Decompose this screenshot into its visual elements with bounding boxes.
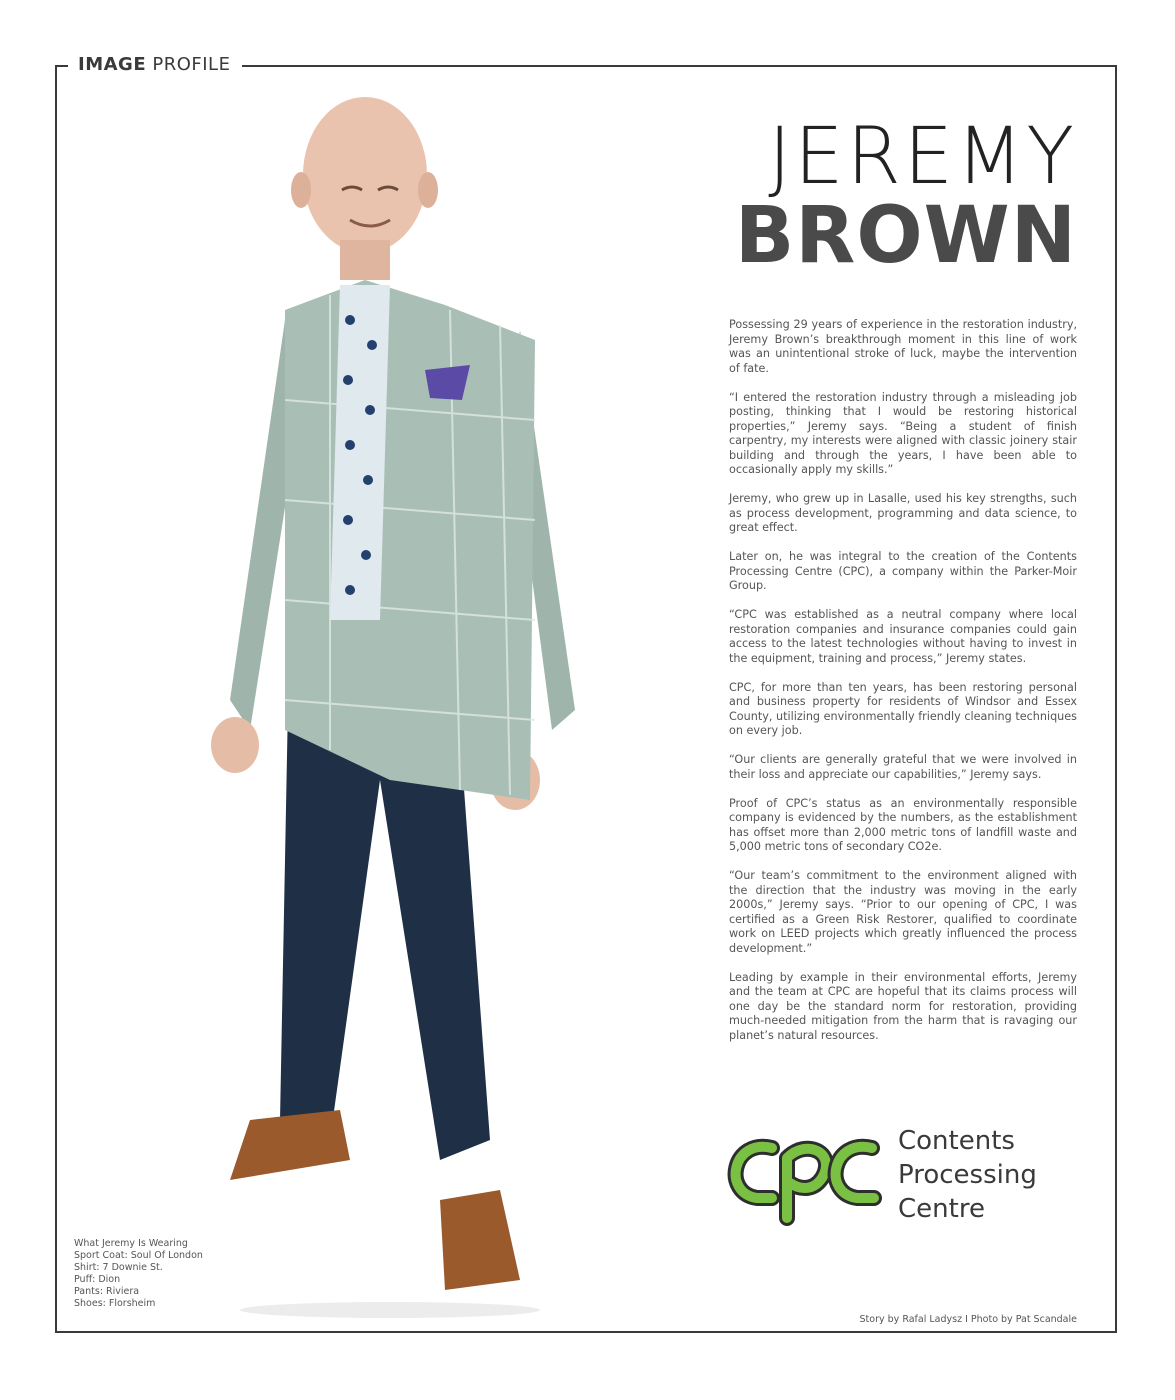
logo-line: Processing — [898, 1160, 1037, 1190]
article-paragraph: “I entered the restoration industry through a misleading job posting, thinking that I would be restoring historical properties,” Jeremy says. “Being a student of finish carpentry, my interests were aligned with classic joinery stair building and through the years, I have been able to occasionally apply my skills.” — [729, 390, 1077, 476]
title-first-name: JEREMY — [768, 112, 1077, 202]
article-paragraph: Leading by example in their environmental efforts, Jeremy and the team at CPC are hopeful that its claims process will one day be the standard norm for restoration, providing much-needed mitigation from the harm that is ravaging our planet’s natural resources. — [729, 970, 1077, 1042]
section-label-bold: IMAGE — [78, 54, 147, 75]
article-paragraph: “CPC was established as a neutral company where local restoration companies and insurance companies could gain access to the latest technologies without having to invest in the equipment, training and process,” Jeremy states. — [729, 608, 1077, 665]
article-body — [729, 318, 1077, 1058]
logo-line: Centre — [898, 1194, 985, 1224]
article-paragraph: Proof of CPC’s status as an environmentally responsible company is evidenced by the numbers, as the establishment has offset more than 2,000 metric tons of landfill waste and 5,000 metric tons of secondary CO2e. — [729, 796, 1077, 853]
portrait-photo — [190, 80, 600, 1320]
wardrobe-item: Puff: Dion — [74, 1274, 121, 1285]
article-paragraph: Possessing 29 years of experience in the restoration industry, Jeremy Brown’s breakthrough moment in this line of work was an unintentional stroke of luck, maybe the intervention of fate. — [729, 318, 1077, 375]
section-label-light: PROFILE — [152, 54, 231, 75]
logo-line: Contents — [898, 1126, 1015, 1156]
article-paragraph: Later on, he was integral to the creation of the Contents Processing Centre (CPC), a company within the Parker-Moir Group. — [729, 550, 1077, 592]
wardrobe-item: Sport Coat: Soul Of London — [74, 1250, 203, 1261]
wardrobe-item: Pants: Riviera — [74, 1286, 140, 1297]
article-paragraph: CPC, for more than ten years, has been restoring personal and business property for residents of Windsor and Essex County, utilizing environmentally friendly cleaning techniques on every job. — [729, 680, 1077, 737]
article-paragraph: Jeremy, who grew up in Lasalle, used his key strengths, such as process development, programming and data science, to great effect. — [729, 492, 1077, 534]
wardrobe-item: Shoes: Florsheim — [74, 1298, 156, 1309]
wardrobe-credits — [74, 1238, 203, 1310]
article-paragraph: “Our team’s commitment to the environment aligned with the direction that the industry was moving in the early 2000s,” Jeremy says. “Prior to our opening of CPC, I was certified as a Green Risk Restorer, qualified to coordinate work on LEED projects which greatly influenced the process development.” — [729, 869, 1077, 955]
wardrobe-item: Shirt: 7 Downie St. — [74, 1262, 163, 1273]
article-paragraph: “Our clients are generally grateful that we were involved in their loss and appreciate our capabilities,” Jeremy says. — [729, 753, 1077, 781]
section-label — [68, 52, 242, 78]
story-photo-credits: Story by Rafal Ladysz I Photo by Pat Scandale — [859, 1314, 1077, 1325]
title-last-name: BROWN — [734, 191, 1077, 281]
cpc-logo-wordmark — [898, 1124, 1037, 1226]
wardrobe-heading: What Jeremy Is Wearing — [74, 1238, 188, 1249]
